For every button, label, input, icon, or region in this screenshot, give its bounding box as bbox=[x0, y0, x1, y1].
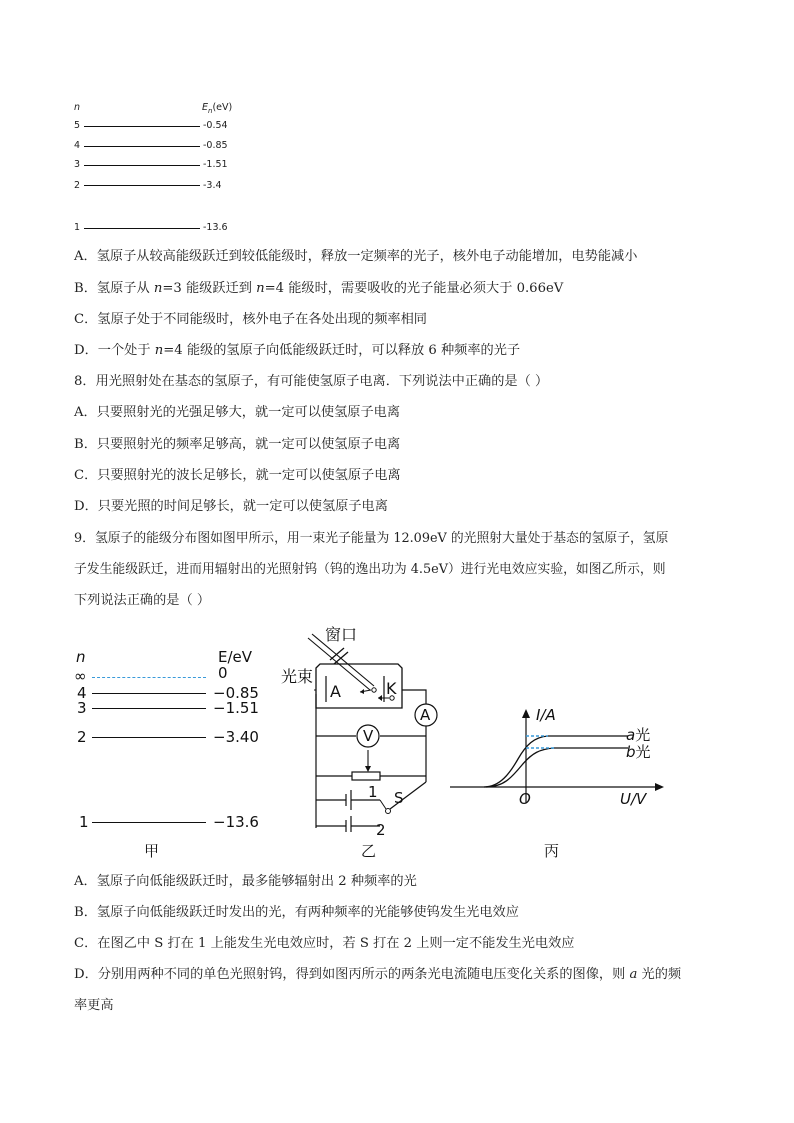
top-level-line bbox=[84, 228, 200, 229]
jia-level-e: 0 bbox=[218, 664, 228, 682]
q9-option-b: B．氢原子向低能级跃迁时发出的光，有两种频率的光能够使钨发生光电效应 bbox=[74, 905, 519, 920]
q8-stem: 8．用光照射处在基态的氢原子，有可能使氢原子电离．下列说法中正确的是（ ） bbox=[74, 374, 549, 389]
jia-dashed-line bbox=[92, 677, 206, 678]
q7-option-b bbox=[74, 279, 563, 299]
bing-a-var: a bbox=[626, 726, 636, 744]
q7-d-post: =4 能级的氢原子向低能级跃迁时，可以释放 6 种频率的光子 bbox=[163, 343, 521, 358]
top-e-header bbox=[202, 102, 232, 115]
yi-anode-label: A bbox=[330, 682, 341, 701]
q9-stem-line1: 9．氢原子的能级分布图如图甲所示，用一束光子能量为 12.09eV 的光照射大量处于基态的氢原子，氢原 bbox=[74, 531, 669, 546]
bing-y-text: I/A bbox=[536, 706, 556, 724]
q7-b-mid: =3 能级跃迁到 bbox=[162, 281, 257, 296]
top-level-e: -0.54 bbox=[203, 120, 228, 131]
top-level-n: 4 bbox=[74, 140, 81, 151]
q7-b-post: =4 能级时，需要吸收的光子能量必须大于 0.66eV bbox=[264, 281, 564, 296]
top-level-e: -3.4 bbox=[203, 180, 222, 191]
jia-level-e: −0.85 bbox=[213, 684, 259, 702]
q7-option-c: C．氢原子处于不同能级时，核外电子在各处出现的频率相同 bbox=[74, 312, 427, 327]
q9-option-d-line2: 率更高 bbox=[74, 998, 114, 1013]
top-n-header: n bbox=[74, 102, 81, 113]
q8-option-d: D．只要光照的时间足够长，就一定可以使氢原子电离 bbox=[74, 499, 388, 514]
q8-option-b: B．只要照射光的频率足够高，就一定可以使氢原子电离 bbox=[74, 437, 401, 452]
top-e-symbol: E bbox=[202, 102, 209, 113]
yi-pos2-label: 2 bbox=[376, 821, 386, 839]
yi-circuit-svg bbox=[270, 618, 450, 833]
jia-level-n: 3 bbox=[77, 699, 87, 717]
q9-stem-line3: 下列说法正确的是（ ） bbox=[74, 593, 211, 608]
yi-voltmeter-label: V bbox=[363, 727, 374, 745]
q8-option-a: A．只要照射光的光强足够大，就一定可以使氢原子电离 bbox=[74, 405, 401, 420]
q9-option-c: C．在图乙中 S 打在 1 上能发生光电效应时，若 S 打在 2 上则一定不能发生光电效应 bbox=[74, 936, 575, 951]
yi-pos1-label: 1 bbox=[368, 783, 378, 801]
yi-caption: 乙 bbox=[361, 842, 377, 860]
top-level-e: -0.85 bbox=[203, 140, 228, 151]
top-level-line bbox=[84, 146, 200, 147]
q9-stem-line2: 子发生能级跃迁，进而用辐射出的光照射钨（钨的逸出功为 4.5eV）进行光电效应实验，如图乙所示，则 bbox=[74, 562, 666, 577]
jia-level-n: 1 bbox=[79, 813, 89, 831]
top-level-e: -13.6 bbox=[203, 222, 228, 233]
q9-d-pre: D．分别用两种不同的单色光照射钨，得到如图丙所示的两条光电流随电压变化关系的图像，则 bbox=[74, 967, 630, 982]
q7-d-var: n bbox=[154, 343, 164, 358]
bing-a-suffix: 光 bbox=[635, 726, 651, 744]
top-level-n: 3 bbox=[74, 159, 81, 170]
yi-switch-label: S bbox=[394, 789, 404, 807]
q7-b-var1: n bbox=[153, 281, 163, 296]
top-level-line bbox=[84, 126, 200, 127]
top-level-n: 5 bbox=[74, 120, 81, 131]
jia-level-line bbox=[92, 708, 206, 709]
q9-d-var: a bbox=[629, 967, 638, 982]
yi-ammeter-label: A bbox=[420, 706, 431, 724]
yi-beam-label: 光束 bbox=[281, 667, 314, 686]
top-e-sub: n bbox=[208, 106, 213, 115]
top-level-line bbox=[84, 185, 200, 186]
jia-level-n: 2 bbox=[77, 728, 87, 746]
jia-level-line bbox=[92, 822, 206, 823]
bing-x-label bbox=[620, 790, 646, 808]
jia-e-label: E/eV bbox=[218, 648, 253, 666]
bing-origin-label: O bbox=[519, 790, 531, 808]
bing-b-suffix: 光 bbox=[635, 743, 651, 761]
q9-option-a: A．氢原子向低能级跃迁时，最多能够辐射出 2 种频率的光 bbox=[74, 874, 417, 889]
bing-caption: 丙 bbox=[544, 842, 560, 860]
jia-level-line bbox=[92, 693, 206, 694]
top-level-line bbox=[84, 165, 200, 166]
bing-curve-b-label bbox=[626, 741, 651, 762]
top-level-n: 2 bbox=[74, 180, 81, 191]
yi-cathode-label: K bbox=[386, 679, 397, 698]
top-e-unit: (eV) bbox=[212, 102, 233, 113]
top-level-n: 1 bbox=[74, 222, 81, 233]
q9-option-d bbox=[74, 965, 681, 985]
bing-y-label bbox=[536, 706, 556, 724]
jia-level-n: 4 bbox=[77, 684, 87, 702]
q9-d-post: 光的频 bbox=[637, 967, 682, 982]
jia-n-label: n bbox=[76, 648, 86, 666]
q8-option-c: C．只要照射光的波长足够长，就一定可以使氢原子电离 bbox=[74, 468, 401, 483]
q7-d-pre: D．一个处于 bbox=[74, 343, 155, 358]
jia-caption: 甲 bbox=[144, 842, 160, 860]
jia-level-e: −1.51 bbox=[213, 699, 259, 717]
top-level-e: -1.51 bbox=[203, 159, 228, 170]
bing-x-text: U/V bbox=[620, 790, 647, 808]
bing-b-var: b bbox=[626, 743, 636, 761]
jia-level-line bbox=[92, 737, 206, 738]
jia-level-e: −13.6 bbox=[213, 813, 259, 831]
q7-b-pre: B．氢原子从 bbox=[74, 281, 154, 296]
jia-level-e: −3.40 bbox=[213, 728, 259, 746]
jia-level-n: ∞ bbox=[74, 667, 87, 685]
yi-window-label: 窗口 bbox=[325, 625, 358, 644]
q7-option-a: A．氢原子从较高能级跃迁到较低能级时，释放一定频率的光子，核外电子动能增加，电势能减小 bbox=[74, 249, 638, 264]
q7-option-d bbox=[74, 341, 520, 361]
q7-b-var2: n bbox=[256, 281, 265, 296]
